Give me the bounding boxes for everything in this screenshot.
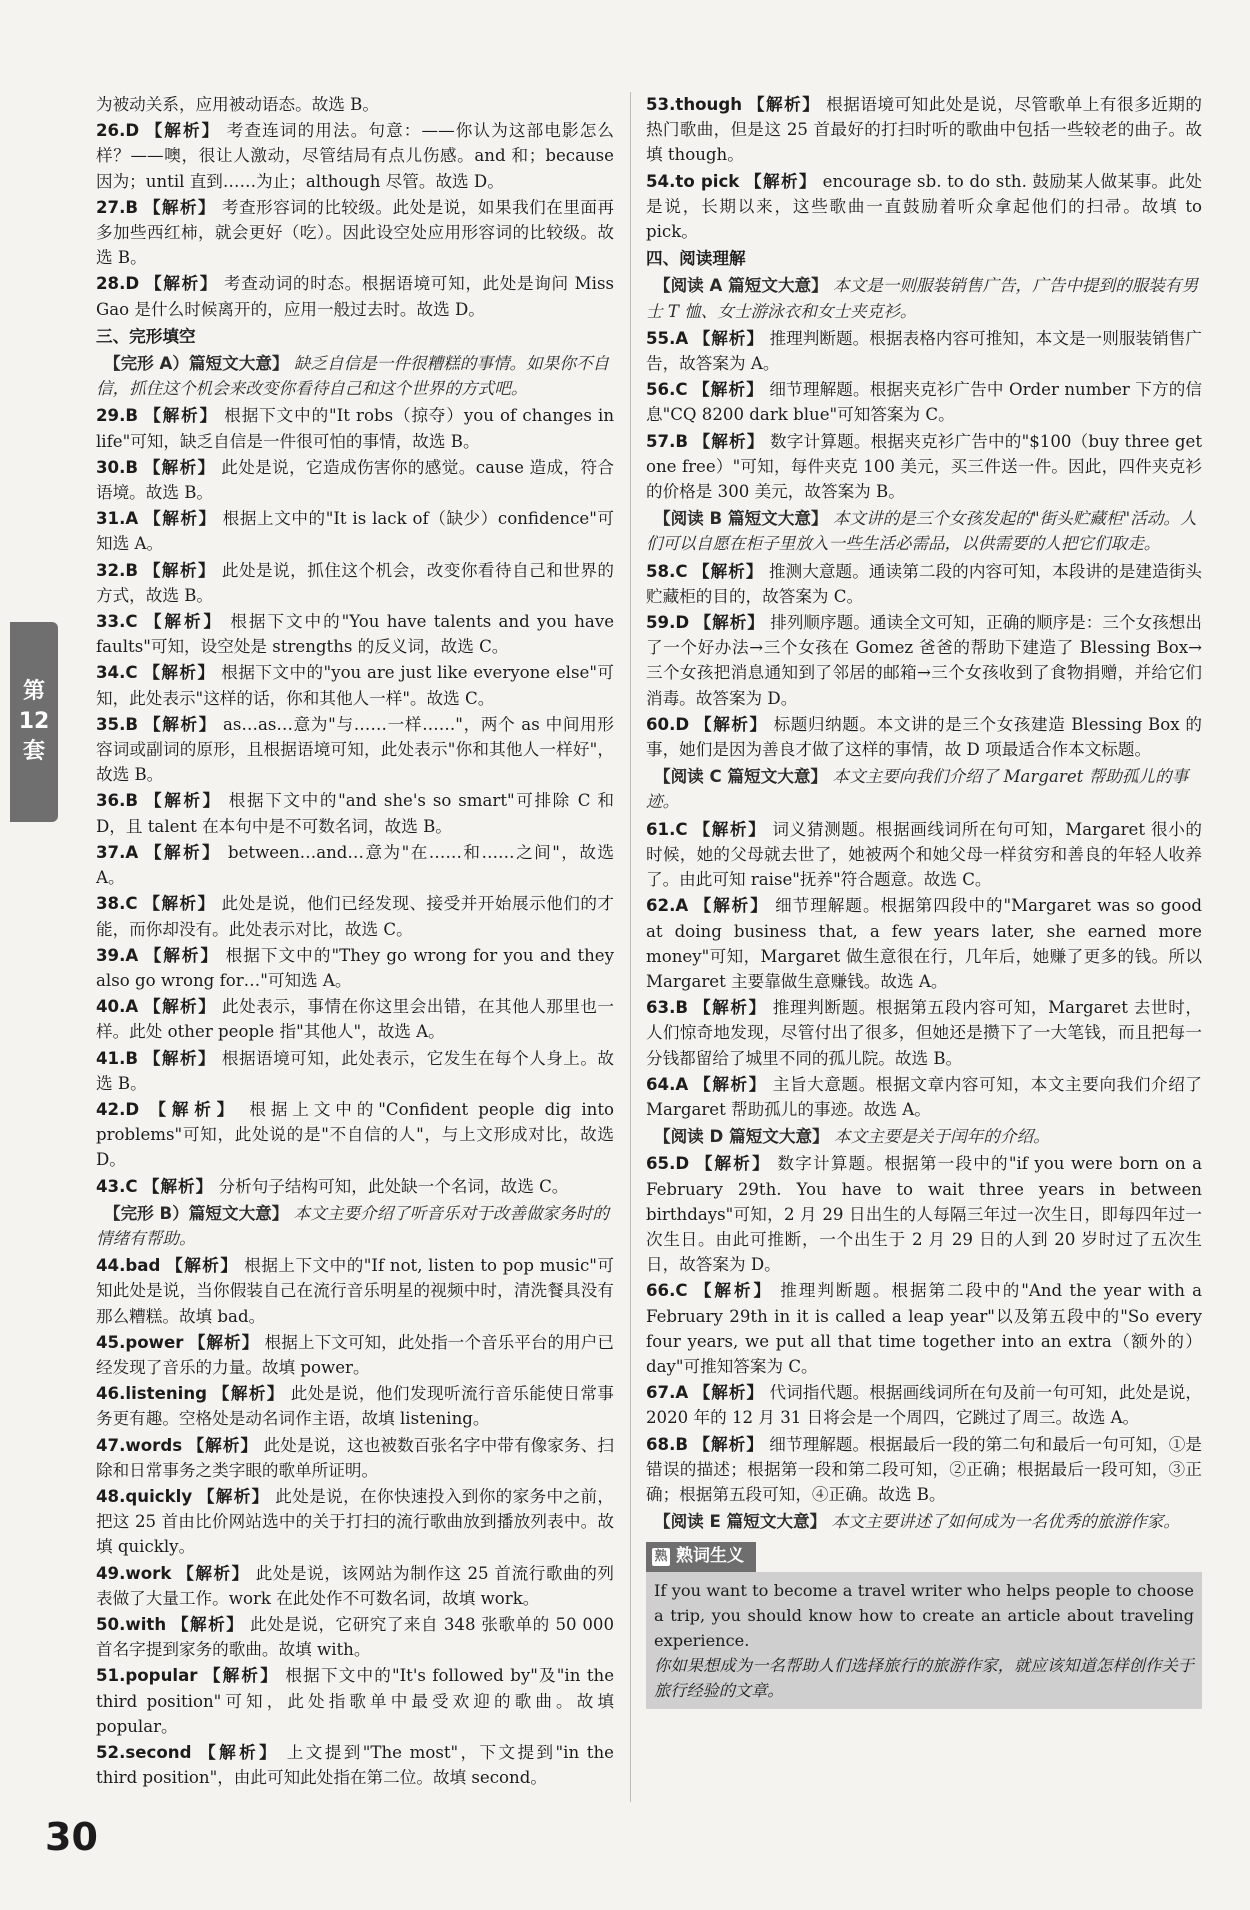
summary-tag: 【阅读 B 篇短文大意】 — [654, 509, 828, 529]
summary-text: 本文讲的是三个女孩发起的"街头贮藏柜"活动。人们可以自愿在柜子里放入一些生活必需品，以供需要的人把它们取走。 — [646, 509, 1197, 554]
question-number: 44. — [96, 1256, 126, 1276]
question-number: 39. — [96, 945, 126, 965]
left-items-1 — [96, 118, 614, 322]
question-number: 54. — [646, 171, 676, 191]
analysis-tag: 【解析】 — [693, 1434, 764, 1454]
answer-key: C — [125, 1176, 138, 1196]
analysis-tag: 【解析】 — [149, 1099, 240, 1119]
answer-key: D — [125, 1099, 140, 1119]
question-number: 47. — [96, 1435, 126, 1455]
answer-key: A — [675, 1383, 689, 1403]
analysis-tag: 【解析】 — [142, 1176, 214, 1196]
answer-key: B — [675, 998, 689, 1018]
book-icon: 熟 — [652, 1548, 670, 1566]
box-english-sentence: If you want to become a travel writer who helps people to choose a trip, you should know how to create an article about traveling experience. — [654, 1580, 1194, 1650]
analysis-tag: 【解析】 — [694, 1281, 773, 1301]
answer-item — [96, 1740, 614, 1790]
analysis-tag: 【解析】 — [695, 1154, 771, 1174]
answer-item — [96, 712, 614, 788]
answer-key: A — [675, 896, 689, 916]
analysis-text: as…as…意为"与……一样……"，两个 as 中间用形容词或副词的原形，且根据语境可知，此处表示"你和其他人一样好"，故选 B。 — [96, 714, 615, 785]
analysis-text: 考查连词的用法。句意：——你认为这部电影怎么样？——噢，很让人激动，尽管结局有点儿伤感。and 和；because 因为；until 直到……为止；although 尽管。故选 D。 — [96, 121, 615, 191]
reading-d-summary — [646, 1124, 1202, 1149]
question-number: 50. — [96, 1614, 126, 1634]
question-number: 52. — [96, 1743, 126, 1762]
analysis-tag: 【解析】 — [693, 380, 764, 400]
answer-key: A — [675, 328, 689, 348]
analysis-text: 代词指代题。根据画线词所在句及前一句可知，此处是说，2020 年的 12 月 31 日将会是一个周四，它跳过了周三。故选 A。 — [646, 1383, 1203, 1428]
answer-key: B — [675, 431, 689, 451]
analysis-tag: 【解析】 — [143, 197, 217, 217]
question-number: 66. — [646, 1281, 676, 1301]
answer-key: C — [675, 1281, 688, 1301]
answer-key: quickly — [125, 1486, 193, 1506]
right-items-1 — [646, 92, 1202, 244]
answer-item — [646, 712, 1202, 762]
question-number: 59. — [646, 613, 676, 633]
answer-key: C — [675, 819, 688, 839]
answer-item — [96, 840, 614, 890]
answer-key: A — [125, 945, 139, 965]
question-number: 35. — [96, 714, 126, 734]
analysis-tag: 【解析】 — [694, 896, 769, 916]
answer-item — [96, 558, 614, 608]
answer-item — [646, 559, 1202, 609]
answer-item — [96, 1253, 614, 1329]
analysis-tag: 【解析】 — [143, 1048, 217, 1068]
question-number: 36. — [96, 791, 126, 811]
analysis-text: 考查形容词的比较级。此处是说，如果我们在里面再多加些西红柿，就会更好（吃）。因此设空处应用形容词的比较级。故选 B。 — [96, 197, 615, 268]
analysis-tag: 【解析】 — [745, 171, 817, 191]
analysis-tag: 【解析】 — [143, 560, 217, 580]
left-items-2 — [96, 403, 614, 1198]
answer-item — [96, 609, 614, 659]
answer-key: work — [125, 1563, 172, 1583]
answer-item — [646, 377, 1202, 427]
analysis-tag: 【解析】 — [144, 945, 220, 965]
intro-line: 为被动关系，应用被动语态。故选 B。 — [96, 95, 379, 114]
answer-item — [646, 1151, 1202, 1277]
question-number: 46. — [96, 1384, 126, 1404]
summary-tag: 【完形 A）篇短文大意】 — [104, 354, 289, 374]
analysis-tag: 【解析】 — [693, 328, 765, 348]
analysis-text: 排列顺序题。通读全文可知，正确的顺序是：三个女孩想出了一个好办法→三个女孩在 Gomez 爸爸的帮助下建造了 Blessing Box→三个女孩把消息通知到了邻居的邮箱→三个女孩收到了食物捐赠，并给它们消毒。故答案为 D。 — [646, 613, 1203, 708]
analysis-text: 根据上下文中的"If not, listen to pop music"可知此处是说，当你假装自己在流行音乐明星的视频中时，清洗餐具没有那么糟糕。故填 bad。 — [96, 1256, 614, 1326]
summary-text: 本文主要是关于闰年的介绍。 — [833, 1127, 1050, 1147]
analysis-tag: 【解析】 — [187, 1435, 259, 1455]
question-number: 29. — [96, 406, 126, 426]
analysis-text: 考查动词的时态。根据语境可知，此处是询问 Miss Gao 是什么时候离开的，应用一般过去时。故选 D。 — [96, 274, 614, 319]
answer-item — [646, 1432, 1202, 1508]
analysis-text: between…and…意为"在……和……之间"，故选 A。 — [96, 842, 615, 888]
analysis-tag: 【解析】 — [143, 663, 216, 683]
answer-item — [96, 1046, 614, 1096]
question-number: 65. — [646, 1154, 676, 1174]
question-number: 55. — [646, 328, 676, 348]
analysis-tag: 【解析】 — [203, 1666, 279, 1686]
analysis-tag: 【解析】 — [166, 1256, 239, 1276]
analysis-text: 此处表示，事情在你这里会出错，在其他人那里也一样。此处 other people 指"其他人"，故选 A。 — [96, 997, 615, 1042]
answer-key: A — [125, 842, 139, 862]
analysis-tag: 【解析】 — [212, 1384, 285, 1404]
answer-key: C — [125, 663, 138, 683]
question-number: 26. — [96, 121, 126, 141]
summary-text: 缺乏自信是一件很糟糕的事情。如果你不自信，抓住这个机会来改变你看待自己和这个世界的方式吧。 — [96, 354, 610, 399]
analysis-text: 根据上下文可知，此处指一个音乐平台的用户已经发现了音乐的力量。故填 power。 — [96, 1332, 615, 1377]
analysis-text: 词义猜测题。根据画线词所在句可知，Margaret 很小的时候，她的父母就去世了，她被两个和她父母一样贫穷和善良的年轻人收养了。由此可知 raise"抚养"符合题意。故选 C。 — [646, 819, 1203, 890]
analysis-tag: 【解析】 — [695, 714, 768, 734]
answer-key: with — [125, 1614, 167, 1634]
answer-key: D — [675, 714, 690, 734]
analysis-text: 推理判断题。根据表格内容可推知，本文是一则服装销售广告，故答案为 A。 — [646, 328, 1203, 374]
analysis-text: 推测大意题。通读第二段的内容可知，本段讲的是建造街头贮藏柜的目的，故答案为 C。 — [646, 561, 1202, 606]
answer-key: bad — [125, 1256, 161, 1276]
answer-item — [96, 943, 614, 993]
analysis-text: 根据上文中的"Confident people dig into problems"可知，此处说的是"不自信的人"，与上文形成对比，故选 D。 — [96, 1099, 614, 1170]
question-number: 61. — [646, 819, 676, 839]
summary-text: 本文是一则服装销售广告，广告中提到的服装有男士 T 恤、女士游泳衣和女士夹克衫。 — [646, 276, 1199, 321]
right-items-a — [646, 326, 1202, 504]
question-number: 31. — [96, 509, 126, 529]
analysis-tag: 【解析】 — [693, 1383, 765, 1403]
analysis-text: 细节理解题。根据最后一段的第二句和最后一句可知，①是错误的描述；根据第一段和第二段可知，②正确；根据最后一段可知，③正确；根据第五段可知，④正确。故选 B。 — [646, 1434, 1202, 1504]
analysis-tag: 【解析】 — [144, 791, 222, 811]
analysis-tag: 【解析】 — [694, 613, 765, 633]
column-divider — [630, 92, 631, 1802]
answer-item — [96, 660, 614, 710]
right-items-d — [646, 1151, 1202, 1507]
answer-key: B — [125, 560, 139, 580]
analysis-text: 此处是说，他们发现听流行音乐能使日常事务更有趣。空格处是动名词作主语，故填 listening。 — [96, 1384, 615, 1429]
answer-key: B — [125, 197, 139, 217]
analysis-text: 根据下文中的"They go wrong for you and they also go wrong for…"可知选 A。 — [96, 945, 615, 990]
answer-key: C — [675, 380, 688, 400]
familiar-word-box-header — [646, 1542, 756, 1571]
analysis-tag: 【解析】 — [144, 997, 217, 1017]
answer-item — [96, 994, 614, 1044]
question-number: 48. — [96, 1486, 126, 1506]
page-number: 30 — [45, 1815, 98, 1859]
answer-key: second — [125, 1743, 192, 1762]
answer-item — [646, 429, 1202, 505]
answer-item — [96, 1663, 614, 1739]
answer-item — [96, 195, 614, 271]
side-tab-char-1: 第 — [22, 679, 45, 704]
summary-tag: 【阅读 C 篇短文大意】 — [654, 767, 828, 787]
question-number: 37. — [96, 842, 126, 862]
analysis-tag: 【解析】 — [693, 998, 767, 1018]
answer-key: to pick — [675, 171, 740, 191]
analysis-tag: 【解析】 — [144, 714, 218, 734]
answer-item — [96, 1330, 614, 1380]
analysis-tag: 【解析】 — [145, 842, 222, 862]
analysis-tag: 【解析】 — [694, 1074, 767, 1094]
side-tab-char-3: 套 — [22, 739, 45, 764]
answer-item — [646, 92, 1202, 168]
right-column — [646, 92, 1202, 1709]
summary-tag: 【阅读 A 篇短文大意】 — [654, 276, 828, 296]
question-number: 58. — [646, 561, 676, 581]
analysis-text: 上文提到"The most"，下文提到"in the third position"，由此可知此处指在第二位。故填 second。 — [96, 1743, 614, 1788]
right-items-c — [646, 817, 1202, 1122]
question-number: 42. — [96, 1099, 126, 1119]
analysis-text: 根据语境可知此处是说，尽管歌单上有很多近期的热门歌曲，但是这 25 首最好的打扫时听的歌曲中包括一些较老的曲子。故填 though。 — [646, 95, 1203, 165]
question-number: 40. — [96, 997, 126, 1017]
answer-key: C — [675, 561, 688, 581]
question-number: 60. — [646, 714, 676, 734]
answer-key: power — [125, 1332, 184, 1352]
question-number: 63. — [646, 998, 676, 1018]
answer-item — [96, 1484, 614, 1560]
question-number: 67. — [646, 1383, 676, 1403]
question-number: 62. — [646, 896, 676, 916]
section-heading-cloze: 三、完形填空 — [96, 326, 196, 346]
analysis-text: 推理判断题。根据第五段内容可知，Margaret 去世时，人们惊奇地发现，尽管付出了很多，但她还是攒下了一大笔钱，而且把每一分钱都留给了城里不同的孤儿院。故选 B。 — [646, 998, 1203, 1068]
section-heading-reading: 四、阅读理解 — [646, 249, 746, 269]
analysis-tag: 【解析】 — [199, 1743, 280, 1762]
analysis-text: 数字计算题。根据夹克衫广告中的"$100（buy three get one free）"可知，每件夹克 100 美元，买三件送一件。因此，四件夹克衫的价格是 300 美元，故答案为 B。 — [646, 431, 1202, 502]
cloze-b-summary — [96, 1201, 614, 1251]
answer-item — [96, 1433, 614, 1483]
analysis-text: 主旨大意题。根据文章内容可知，本文主要向我们介绍了 Margaret 帮助孤儿的事迹。故选 A。 — [646, 1074, 1202, 1119]
question-number: 51. — [96, 1666, 126, 1686]
analysis-text: 推理判断题。根据第二段中的"And the year with a February 29th in it is called a leap year"以及第五段中的"So every four years, we put all that time together into an extra（额外的）day"可推知答案为 C。 — [646, 1281, 1203, 1376]
reading-b-summary — [646, 506, 1202, 556]
answer-key: D — [125, 121, 140, 141]
analysis-text: 分析句子结构可知，此处缺一个名词，故选 C。 — [218, 1176, 569, 1196]
analysis-text: 此处是说，它造成伤害你的感觉。cause 造成，符合语境。故选 B。 — [96, 457, 615, 503]
reading-c-summary — [646, 764, 1202, 814]
answer-item — [96, 1612, 614, 1662]
answer-item — [96, 506, 614, 556]
analysis-tag: 【解析】 — [145, 274, 219, 294]
summary-text: 本文主要讲述了如何成为一名优秀的旅游作家。 — [831, 1512, 1180, 1532]
summary-text: 本文主要介绍了听音乐对于改善做家务时的情绪有帮助。 — [96, 1203, 609, 1248]
analysis-tag: 【解析】 — [693, 431, 765, 451]
left-items-3 — [96, 1253, 614, 1790]
analysis-text: 根据下文中的"and she's so smart"可排除 C 和 D，且 talent 在本句中是不可数名词，故选 B。 — [96, 791, 614, 836]
answer-key: words — [125, 1435, 183, 1455]
analysis-tag: 【解析】 — [143, 457, 216, 477]
answer-item — [96, 118, 614, 194]
question-number: 32. — [96, 560, 126, 580]
answer-key: B — [125, 1048, 139, 1068]
analysis-tag: 【解析】 — [144, 612, 224, 632]
answer-item — [646, 326, 1202, 376]
analysis-text: 根据下文中的"You have talents and you have faults"可知，设空处是 strengths 的反义词，故选 C。 — [96, 612, 615, 657]
answer-item — [96, 1381, 614, 1431]
question-number: 64. — [646, 1074, 676, 1094]
answer-key: though — [675, 95, 743, 114]
answer-item — [96, 788, 614, 838]
summary-tag: 【完形 B）篇短文大意】 — [104, 1203, 289, 1223]
answer-item — [96, 1097, 614, 1173]
analysis-tag: 【解析】 — [177, 1563, 250, 1583]
answer-item — [96, 403, 614, 453]
answer-key: B — [125, 791, 139, 811]
analysis-text: 此处是说，他们已经发现、接受并开始展示他们的才能，而你却没有。此处表示对比，故选 C。 — [96, 894, 615, 939]
question-number: 41. — [96, 1048, 126, 1068]
question-number: 53. — [646, 95, 676, 114]
answer-item — [96, 271, 614, 321]
analysis-tag: 【解析】 — [747, 95, 821, 114]
set-number-tab — [10, 622, 58, 822]
summary-text: 本文主要向我们介绍了 Margaret 帮助孤儿的事迹。 — [646, 767, 1189, 812]
question-number: 43. — [96, 1176, 126, 1196]
analysis-text: 细节理解题。根据第四段中的"Margaret was so good at doing business that, a few years later, she earned more money"可知，Margaret 做生意很在行，几年后，她赚了更多的钱。所以 Margaret 主要靠做生意赚钱。故选 A。 — [646, 896, 1203, 991]
analysis-text: 数字计算题。根据第一段中的"if you were born on a February 29th. You have to wait three years in between birthdays"可知，2 月 29 日出生的人每隔三年过一次生日，即每四年过一次生日。由此可推断，一个出生于 2 月 29 日的人到 20 岁时过了五次生日，故答案为 D。 — [646, 1154, 1203, 1275]
analysis-text: 根据下文中的"you are just like everyone else"可知，此处表示"这样的话，你和其他人一样"。故选 C。 — [96, 663, 615, 708]
answer-item — [646, 1072, 1202, 1122]
summary-tag: 【阅读 D 篇短文大意】 — [654, 1127, 829, 1147]
answer-key: B — [675, 1434, 689, 1454]
answer-key: D — [125, 274, 140, 294]
answer-key: A — [125, 997, 139, 1017]
answer-item — [96, 1174, 614, 1199]
analysis-text: 根据语境可知，此处表示，它发生在每个人身上。故选 B。 — [96, 1048, 615, 1093]
answer-key: popular — [125, 1666, 198, 1686]
analysis-text: encourage sb. to do sth. 鼓励某人做某事。此处是说，长期以来，这些歌曲一直鼓励着听众拿起他们的扫帚。故填 to pick。 — [646, 171, 1202, 242]
analysis-text: 此处是说，它研究了来自 348 张歌单的 50 000 首名字提到家务的歌曲。故填 with。 — [96, 1614, 615, 1660]
analysis-text: 标题归纳题。本文讲的是三个女孩建造 Blessing Box 的事，她们是因为善良才做了这样的事情，故 D 项最适合作本文标题。 — [646, 714, 1203, 760]
answer-item — [646, 995, 1202, 1071]
question-number: 28. — [96, 274, 126, 294]
question-number: 33. — [96, 612, 126, 632]
answer-item — [96, 455, 614, 505]
reading-e-summary — [646, 1509, 1202, 1534]
analysis-tag: 【解析】 — [188, 1332, 260, 1352]
answer-key: C — [125, 894, 138, 914]
question-number: 45. — [96, 1332, 126, 1352]
answer-item — [646, 610, 1202, 711]
answer-key: B — [125, 406, 139, 426]
answer-item — [646, 893, 1202, 994]
left-column — [96, 92, 614, 1791]
answer-key: D — [675, 613, 690, 633]
analysis-tag: 【解析】 — [143, 894, 216, 914]
question-number: 38. — [96, 894, 126, 914]
answer-item — [96, 891, 614, 941]
answer-key: B — [125, 457, 139, 477]
analysis-tag: 【解析】 — [144, 509, 217, 529]
question-number: 27. — [96, 197, 126, 217]
answer-item — [96, 1561, 614, 1611]
question-number: 57. — [646, 431, 676, 451]
analysis-text: 此处是说，抓住这个机会，改变你看待自己和世界的方式，故选 B。 — [96, 560, 615, 605]
answer-item — [646, 1278, 1202, 1379]
answer-key: A — [125, 509, 139, 529]
box-title: 熟词生义 — [676, 1546, 744, 1567]
analysis-tag: 【解析】 — [692, 561, 764, 581]
question-number: 34. — [96, 663, 126, 683]
right-items-b — [646, 559, 1202, 763]
analysis-tag: 【解析】 — [145, 121, 221, 141]
analysis-text: 细节理解题。根据夹克衫广告中 Order number 下方的信息"CQ 8200 dark blue"可知答案为 C。 — [646, 380, 1203, 425]
analysis-tag: 【解析】 — [197, 1486, 270, 1506]
answer-item — [646, 169, 1202, 245]
analysis-text: 此处是说，在你快速投入到你的家务中之前，把这 25 首由比价网站选中的关于打扫的流行歌曲放到播放列表中。故填 quickly。 — [96, 1486, 615, 1557]
question-number: 49. — [96, 1563, 126, 1583]
answer-item — [646, 817, 1202, 893]
summary-tag: 【阅读 E 篇短文大意】 — [654, 1512, 827, 1532]
analysis-text: 根据上文中的"It is lack of（缺少）confidence"可知选 A。 — [96, 509, 614, 554]
answer-key: C — [125, 612, 138, 632]
analysis-text: 根据下文中的"It robs（掠夺）you of changes in life"可知，缺乏自信是一件很可怕的事情，故选 B。 — [96, 406, 615, 451]
side-tab-char-2: 12 — [18, 709, 50, 734]
analysis-text: 此处是说，这也被数百张名字中带有像家务、扫除和日常事务之类字眼的歌单所证明。 — [96, 1435, 614, 1480]
answer-key: A — [675, 1074, 689, 1094]
analysis-text: 根据下文中的"It's followed by"及"in the third position"可知，此处指歌单中最受欢迎的歌曲。故填 popular。 — [96, 1666, 615, 1736]
familiar-word-box — [646, 1572, 1202, 1709]
answer-key: listening — [125, 1384, 208, 1404]
cloze-a-summary — [96, 351, 614, 401]
analysis-tag: 【解析】 — [144, 406, 219, 426]
question-number: 68. — [646, 1434, 676, 1454]
question-number: 30. — [96, 457, 126, 477]
analysis-tag: 【解析】 — [171, 1614, 245, 1634]
answer-key: D — [675, 1154, 690, 1174]
question-number: 56. — [646, 380, 676, 400]
box-chinese-translation: 你如果想成为一名帮助人们选择旅行的旅游作家，就应该知道怎样创作关于旅行经验的文章。 — [654, 1655, 1194, 1700]
reading-a-summary — [646, 273, 1202, 323]
answer-key: B — [125, 714, 139, 734]
analysis-text: 此处是说，该网站为制作这 25 首流行歌曲的列表做了大量工作。work 在此处作不可数名词，故填 work。 — [96, 1563, 614, 1608]
answer-item — [646, 1380, 1202, 1430]
analysis-tag: 【解析】 — [693, 819, 767, 839]
